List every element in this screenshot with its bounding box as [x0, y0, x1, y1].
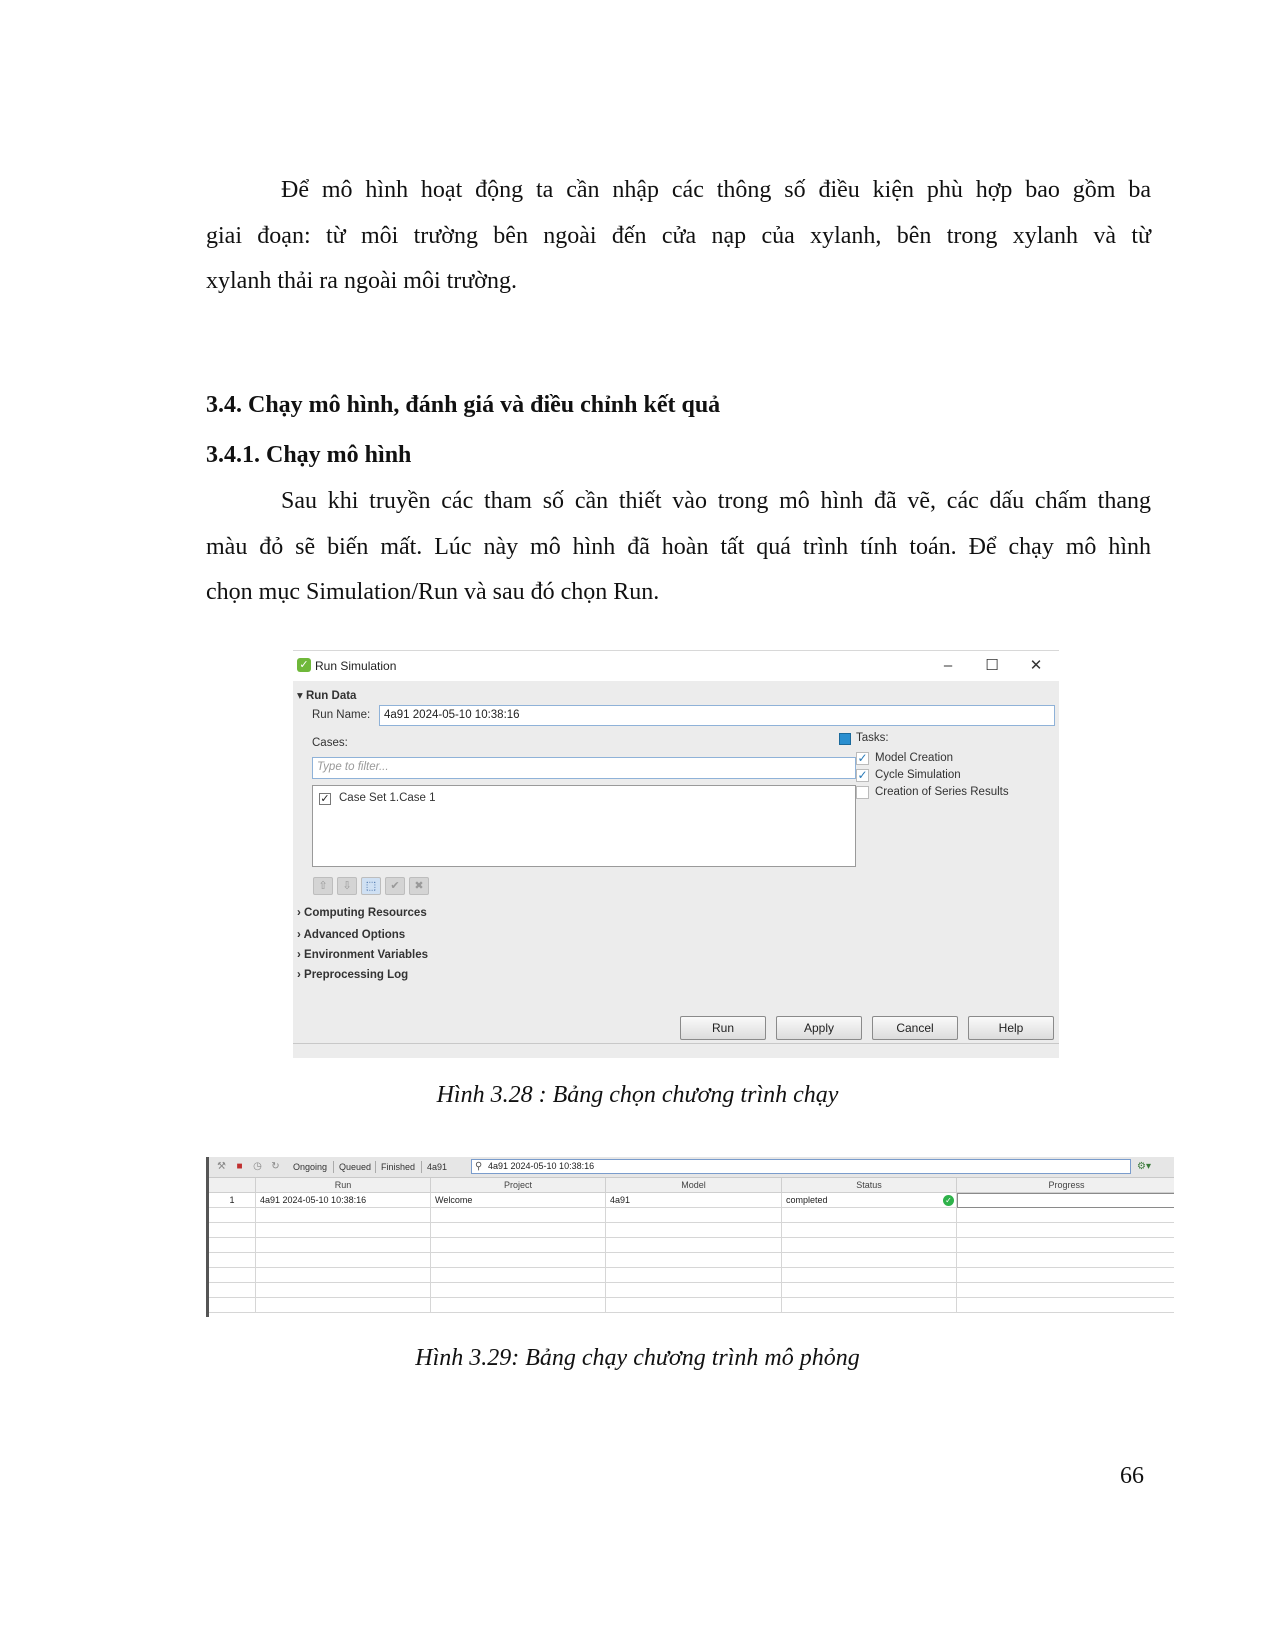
tab-queued[interactable]: Queued	[339, 1162, 372, 1172]
empty-cell	[209, 1253, 256, 1268]
uncheck-all-icon[interactable]: ✖	[409, 877, 429, 895]
empty-cell	[782, 1253, 957, 1268]
empty-cell	[782, 1223, 957, 1238]
empty-cell	[957, 1223, 1174, 1238]
expand-right-icon: ›	[297, 949, 305, 961]
empty-cell	[957, 1238, 1174, 1253]
empty-cell	[431, 1253, 606, 1268]
run-column-header[interactable]: Run	[256, 1178, 431, 1193]
close-button[interactable]: ✕	[1029, 657, 1043, 674]
tab-separator	[421, 1161, 422, 1173]
tab-4a91[interactable]: 4a91	[427, 1162, 448, 1172]
run-simulation-dialog	[293, 650, 1059, 1058]
empty-cell	[431, 1208, 606, 1223]
intro-line-1: Để mô hình hoạt động ta cần nhập các thông số điều kiện phù hợp bao gồm ba	[281, 177, 1151, 203]
status-cell	[782, 1193, 957, 1208]
empty-cell	[256, 1238, 431, 1253]
tasks-label: Tasks:	[856, 732, 889, 744]
settings-dropdown-icon[interactable]: ⚙▾	[1137, 1161, 1151, 1172]
case-filter-input[interactable]	[312, 757, 856, 779]
empty-cell	[256, 1253, 431, 1268]
empty-cell	[256, 1208, 431, 1223]
empty-cell	[256, 1268, 431, 1283]
subsection-heading: 3.4.1. Chạy mô hình	[206, 442, 412, 468]
figure-caption-3-28: Hình 3.28 : Bảng chọn chương trình chạy	[436, 1082, 839, 1108]
empty-cell	[782, 1283, 957, 1298]
run-button[interactable]: Run	[680, 1016, 766, 1040]
stop-icon[interactable]: ■	[236, 1161, 243, 1172]
empty-cell	[256, 1283, 431, 1298]
run-name-label: Run Name:	[312, 709, 371, 721]
runs-toolbar	[209, 1157, 1174, 1178]
advanced-options-section[interactable]: › Advanced Options	[297, 929, 406, 941]
gt-suite-icon: ✓	[297, 658, 311, 672]
model-creation-label: Model Creation	[875, 752, 953, 764]
project-column-header[interactable]: Project	[431, 1178, 606, 1193]
move-down-icon[interactable]: ⇩	[337, 877, 357, 895]
tab-ongoing[interactable]: Ongoing	[293, 1162, 328, 1172]
empty-cell	[431, 1298, 606, 1313]
run-cell: 4a91 2024-05-10 10:38:16	[256, 1193, 431, 1208]
page-number: 66	[1120, 1463, 1144, 1489]
model-creation-checkbox[interactable]: ✓	[857, 751, 868, 765]
empty-cell	[782, 1238, 957, 1253]
expand-right-icon: ›	[297, 969, 305, 981]
run-line-1: Sau khi truyền các tham số cần thiết vào trong mô hình đã vẽ, các dấu chấm thang	[281, 488, 1151, 514]
run-data-section[interactable]: ▾ Run Data	[297, 690, 357, 702]
apply-button[interactable]: Apply	[776, 1016, 862, 1040]
series-results-checkbox[interactable]	[856, 786, 869, 799]
section-heading: 3.4. Chạy mô hình, đánh giá và điều chỉnh kết quả	[206, 392, 721, 418]
environment-variables-section[interactable]: › Environment Variables	[297, 949, 429, 961]
empty-cell	[606, 1238, 782, 1253]
empty-cell	[209, 1268, 256, 1283]
intro-paragraph	[206, 168, 1151, 305]
minimize-button[interactable]: –	[943, 657, 953, 674]
expand-down-icon: ▾	[297, 690, 306, 702]
empty-cell	[782, 1208, 957, 1223]
help-button[interactable]: Help	[968, 1016, 1054, 1040]
case-checkbox[interactable]: ✓	[320, 793, 330, 805]
empty-cell	[606, 1253, 782, 1268]
search-icon: ⚲	[475, 1161, 483, 1172]
tasks-icon	[839, 733, 851, 745]
empty-cell	[209, 1283, 256, 1298]
tab-separator	[333, 1161, 334, 1173]
check-all-icon[interactable]: ✔	[385, 877, 405, 895]
empty-cell	[957, 1208, 1174, 1223]
empty-cell	[606, 1223, 782, 1238]
empty-cell	[209, 1208, 256, 1223]
empty-cell	[957, 1283, 1174, 1298]
empty-cell	[209, 1223, 256, 1238]
model-cell: 4a91	[606, 1193, 782, 1208]
expand-right-icon: ›	[297, 907, 305, 919]
refresh-icon[interactable]: ↻	[271, 1161, 280, 1172]
dialog-statusbar	[293, 1043, 1059, 1044]
row-index: 1	[209, 1193, 256, 1208]
empty-cell	[957, 1268, 1174, 1283]
cases-list[interactable]	[312, 785, 856, 867]
select-icon[interactable]: ⬚	[361, 877, 381, 895]
dialog-titlebar	[293, 651, 1059, 681]
status-column-header[interactable]: Status	[782, 1178, 957, 1193]
empty-cell	[209, 1298, 256, 1313]
model-column-header[interactable]: Model	[606, 1178, 782, 1193]
run-paragraph	[206, 479, 1151, 616]
empty-cell	[957, 1298, 1174, 1313]
computing-resources-section[interactable]: › Computing Resources	[297, 907, 427, 919]
empty-cell	[431, 1283, 606, 1298]
empty-cell	[256, 1223, 431, 1238]
empty-cell	[256, 1298, 431, 1313]
search-value: 4a91 2024-05-10 10:38:16	[488, 1161, 595, 1171]
empty-cell	[431, 1238, 606, 1253]
run-line-2: màu đỏ sẽ biến mất. Lúc này mô hình đã hoàn tất quá trình tính toán. Để chạy mô hình	[206, 533, 1151, 560]
tab-finished[interactable]: Finished	[381, 1162, 416, 1172]
empty-cell	[209, 1238, 256, 1253]
clock-icon[interactable]: ◷	[253, 1161, 262, 1172]
series-results-label: Creation of Series Results	[875, 786, 1009, 798]
empty-cell	[606, 1268, 782, 1283]
intro-line-2: giai đoạn: từ môi trường bên ngoài đến cửa nạp của xylanh, bên trong xylanh và từ	[206, 222, 1151, 249]
check-circle-icon: ✓	[943, 1195, 954, 1206]
empty-cell	[431, 1223, 606, 1238]
project-cell: Welcome	[431, 1193, 606, 1208]
progress-column-header[interactable]: Progress	[957, 1178, 1174, 1193]
run-name-input[interactable]: 4a91 2024-05-10 10:38:16	[379, 705, 1055, 726]
empty-cell	[431, 1268, 606, 1283]
cancel-button[interactable]: Cancel	[872, 1016, 958, 1040]
progress-cell	[957, 1193, 1174, 1208]
tab-separator	[375, 1161, 376, 1173]
empty-cell	[606, 1283, 782, 1298]
cycle-simulation-checkbox[interactable]: ✓	[857, 768, 868, 782]
cases-label: Cases:	[312, 737, 348, 749]
cycle-simulation-label: Cycle Simulation	[875, 769, 961, 781]
runs-search-input[interactable]	[471, 1159, 1131, 1174]
empty-cell	[782, 1268, 957, 1283]
empty-cell	[957, 1253, 1174, 1268]
index-header	[209, 1178, 256, 1193]
fix-icon[interactable]: ⚒	[217, 1161, 226, 1172]
expand-right-icon: ›	[297, 929, 304, 941]
empty-cell	[606, 1208, 782, 1223]
filter-placeholder: Type to filter...	[317, 761, 389, 773]
runs-panel	[206, 1157, 1174, 1317]
figure-caption-3-29: Hình 3.29: Bảng chạy chương trình mô phỏng	[415, 1345, 860, 1371]
preprocessing-log-section[interactable]: › Preprocessing Log	[297, 969, 409, 981]
move-up-icon[interactable]: ⇧	[313, 877, 333, 895]
maximize-button[interactable]: ☐	[985, 657, 999, 674]
intro-line-3: xylanh thải ra ngoài môi trường.	[206, 268, 517, 294]
dialog-title: Run Simulation	[315, 659, 397, 673]
empty-cell	[782, 1298, 957, 1313]
case-item-label: Case Set 1.Case 1	[339, 792, 436, 804]
empty-cell	[606, 1298, 782, 1313]
status-text: completed	[786, 1195, 828, 1205]
run-line-3: chọn mục Simulation/Run và sau đó chọn Run.	[206, 579, 660, 605]
